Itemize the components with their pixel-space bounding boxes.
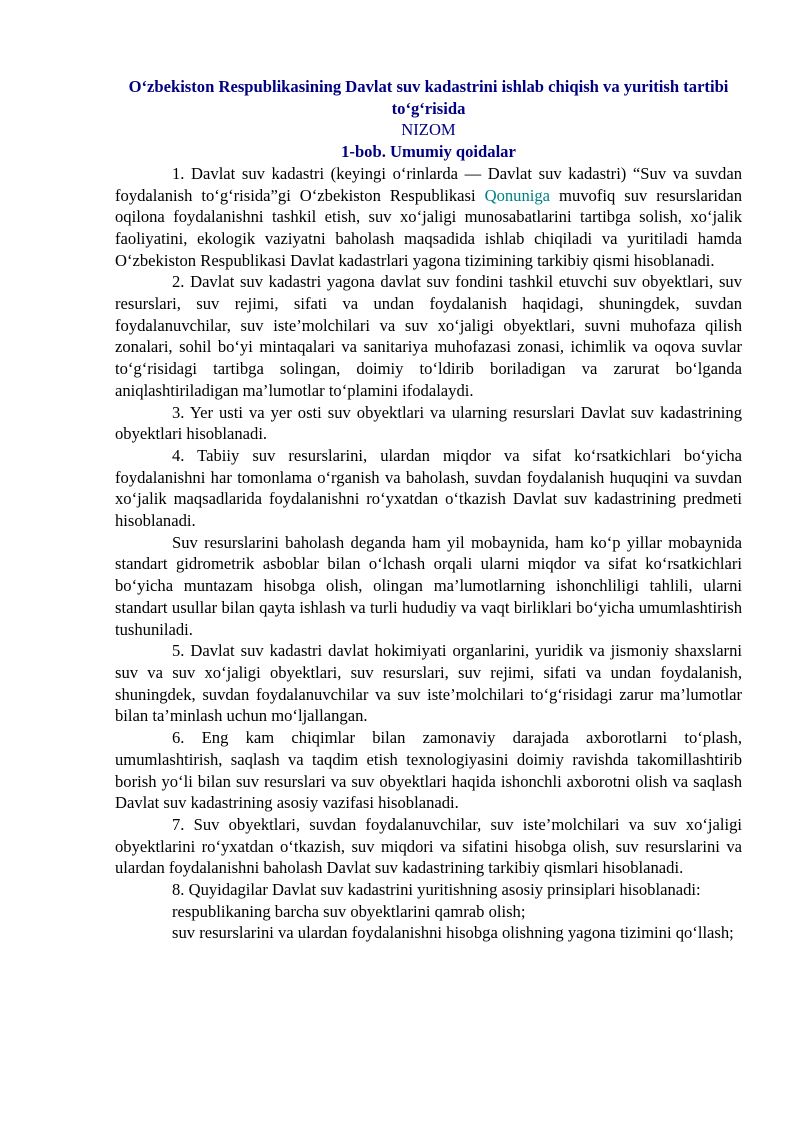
principle-item-2: suv resurslarini va ulardan foydalanishni hisobga olishning yagona tizimini qo‘llash; (172, 923, 734, 943)
paragraph-3: 3. Yer usti va yer osti suv obyektlari va ularning resurslari Davlat suv kadastrining obyektlari hisoblanadi. (115, 402, 742, 444)
document-subtitle: NIZOM (401, 120, 456, 140)
principle-item-1: respublikaning barcha suv obyektlarini qamrab olish; (172, 901, 526, 921)
chapter-heading: 1-bob. Umumiy qoidalar (341, 142, 516, 162)
paragraph-4-continuation: Suv resurslarini baholash deganda ham yil mobaynida, ham ko‘p yillar mobaynida standart gidrometrik asboblar bilan o‘lchash orqali ularni miqdor va sifat ko‘rsatkichlari bo‘yicha muntazam hisobga olish, olingan ma’lumotlarning ishonchliligi tahlili, ularni standart usullar bilan qayta ishlash va turli hududiy va vaqt birliklari bo‘yicha umumlashtirish tushuniladi. (115, 532, 742, 639)
paragraph-4: 4. Tabiiy suv resurslarini, ulardan miqdor va sifat ko‘rsatkichlari bo‘yicha foydalanishni har tomonlama o‘rganish va baholash, suvdan foydalanish huquqini va suvdan xo‘jalik maqsadlarida foydalanishni ro‘yxatdan o‘tkazish Davlat suv kadastrining predmeti hisoblanadi. (115, 445, 742, 531)
document-page (115, 76, 742, 944)
law-link[interactable]: Qonuniga (484, 185, 551, 205)
paragraph-8: 8. Quyidagilar Davlat suv kadastrini yuritishning asosiy prinsiplari hisoblanadi: (172, 880, 701, 900)
paragraph-1 (115, 163, 742, 272)
paragraph-6: 6. Eng kam chiqimlar bilan zamonaviy darajada axborotlarni to‘plash, umumlashtirish, saqlash va taqdim etish texnologiyasini doimiy ravishda takomillashtirib borish yo‘li bilan suv resurslari va suv obyektlari haqida ishonchli axborotni olish va saqlash Davlat suv kadastrining asosiy vazifasi hisoblanadi. (115, 728, 742, 813)
paragraph-1-text-after: muvofiq suv resurslaridan oqilona foydalanishni tashkil etish, suv xo‘jaligi munosabatlarini tartibga solish, xo‘jalik faoliyatini, ekologik vaziyatni baholash maqsadida ishlab chiqiladi va yuritiladi hamda O‘zbekiston Respublikasi Davlat kadastrlari yagona tizimining tarkibiy qismi hisoblanadi. (115, 185, 742, 270)
paragraph-7: 7. Suv obyektlari, suvdan foydalanuvchilar, suv iste’molchilari va suv xo‘jaligi obyektlarini ro‘yxatdan o‘tkazish, suv miqdori va sifatini hisobga olish, suv resurslarini va ulardan foydalanishni baholash Davlat suv kadastrining tarkibiy qismlari hisoblanadi. (115, 814, 742, 878)
document-title: O‘zbekiston Respublikasining Davlat suv kadastrini ishlab chiqish va yuritish tartibi to‘g‘risida (128, 77, 729, 118)
paragraph-1-text-before: 1. Davlat suv kadastri (keyingi o‘rinlarda — Davlat suv kadastri) “Suv va suvdan foydalanish to‘g‘risida”gi O‘zbekiston Respublikasi (115, 163, 742, 205)
paragraph-5: 5. Davlat suv kadastri davlat hokimiyati organlarini, yuridik va jismoniy shaxslarni suv va suv xo‘jaligi obyektlari, suv resurslari, suv rejimi, sifati va undan foydalanish, shuningdek, suvdan foydalanuvchilar va suv iste’molchilari to‘g‘risidagi zarur ma’lumotlar bilan ta’minlash uchun mo‘ljallangan. (115, 641, 742, 726)
paragraph-2: 2. Davlat suv kadastri yagona davlat suv fondini tashkil etuvchi suv obyektlari, suv resurslari, suv rejimi, sifati va undan foydalanish haqidagi, shuningdek, suvdan foydalanuvchilar, suv iste’molchilari va suv xo‘jaligi obyektlari, suvni muhofaza qilish zonalari, sohil bo‘yi mintaqalari va sanitariya muhofazasi zonasi, ichimlik va oqova suvlar to‘g‘risidagi tartibga solingan, doimiy to‘ldirib boriladigan va zarurat bo‘lganda aniqlashtiriladigan ma’lumotlar to‘plamini ifodalaydi. (115, 272, 742, 400)
